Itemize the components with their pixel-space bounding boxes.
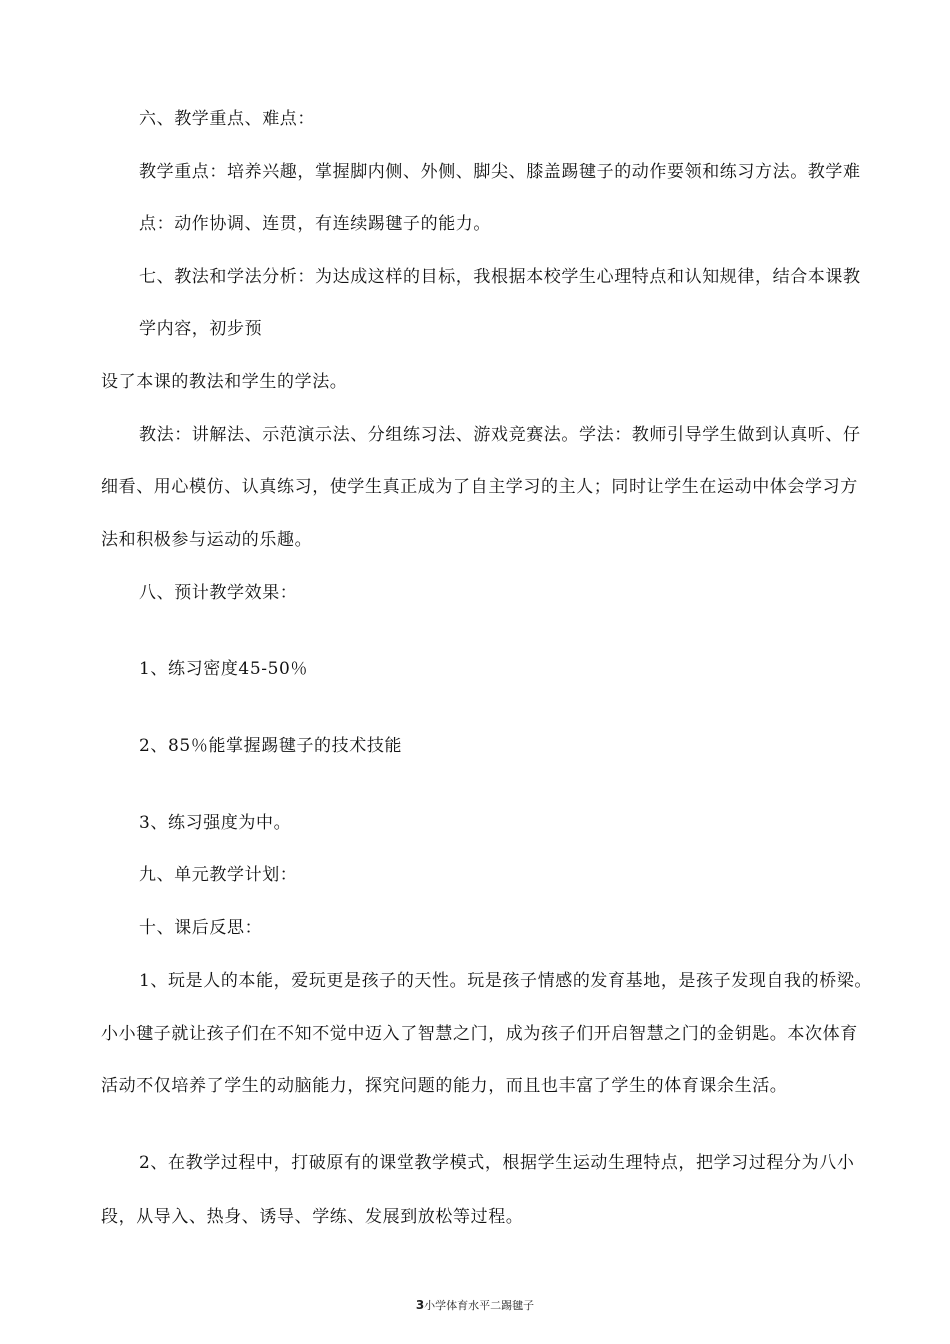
paragraph-line: 法和积极参与运动的乐趣。 bbox=[101, 530, 313, 550]
page-footer bbox=[0, 1297, 950, 1314]
list-item: 1、练习密度45-50％ bbox=[139, 659, 309, 679]
heading-reflection: 十、课后反思： bbox=[139, 918, 263, 938]
page-number: 3 bbox=[415, 1298, 425, 1312]
paragraph-line: 点：动作协调、连贯，有连续踢毽子的能力。 bbox=[139, 214, 491, 234]
paragraph-line: 细看、用心模仿、认真练习，使学生真正成为了自主学习的主人；同时让学生在运动中体会学习方 bbox=[101, 477, 858, 497]
heading-unit-plan: 九、单元教学计划： bbox=[139, 865, 298, 885]
footer-title: 小学体育水平二踢毽子 bbox=[424, 1299, 535, 1312]
list-item: 3、练习强度为中。 bbox=[139, 813, 292, 833]
paragraph-line: 设了本课的教法和学生的学法。 bbox=[101, 372, 348, 392]
paragraph-line: 1、玩是人的本能，爱玩更是孩子的天性。玩是孩子情感的发育基地，是孩子发现自我的桥梁。 bbox=[139, 971, 873, 991]
paragraph-line: 2、在教学过程中，打破原有的课堂教学模式，根据学生运动生理特点，把学习过程分为八小 bbox=[139, 1153, 855, 1173]
paragraph-line: 学内容，初步预 bbox=[139, 319, 263, 339]
paragraph-line: 教学重点：培养兴趣，掌握脚内侧、外侧、脚尖、膝盖踢毽子的动作要领和练习方法。教学难 bbox=[139, 162, 861, 182]
heading-key-points: 六、教学重点、难点： bbox=[139, 109, 315, 129]
paragraph-line: 七、教法和学法分析：为达成这样的目标，我根据本校学生心理特点和认知规律，结合本课教 bbox=[139, 267, 861, 287]
paragraph-line: 段，从导入、热身、诱导、学练、发展到放松等过程。 bbox=[101, 1207, 524, 1227]
paragraph-line: 活动不仅培养了学生的动脑能力，探究问题的能力，而且也丰富了学生的体育课余生活。 bbox=[101, 1076, 788, 1096]
heading-expected-effect: 八、预计教学效果： bbox=[139, 583, 298, 603]
paragraph-line: 教法：讲解法、示范演示法、分组练习法、游戏竞赛法。学法：教师引导学生做到认真听、仔 bbox=[139, 425, 861, 445]
list-item: 2、85％能掌握踢毽子的技术技能 bbox=[139, 736, 403, 756]
paragraph-line: 小小毽子就让孩子们在不知不觉中迈入了智慧之门，成为孩子们开启智慧之门的金钥匙。本次体育 bbox=[101, 1024, 858, 1044]
